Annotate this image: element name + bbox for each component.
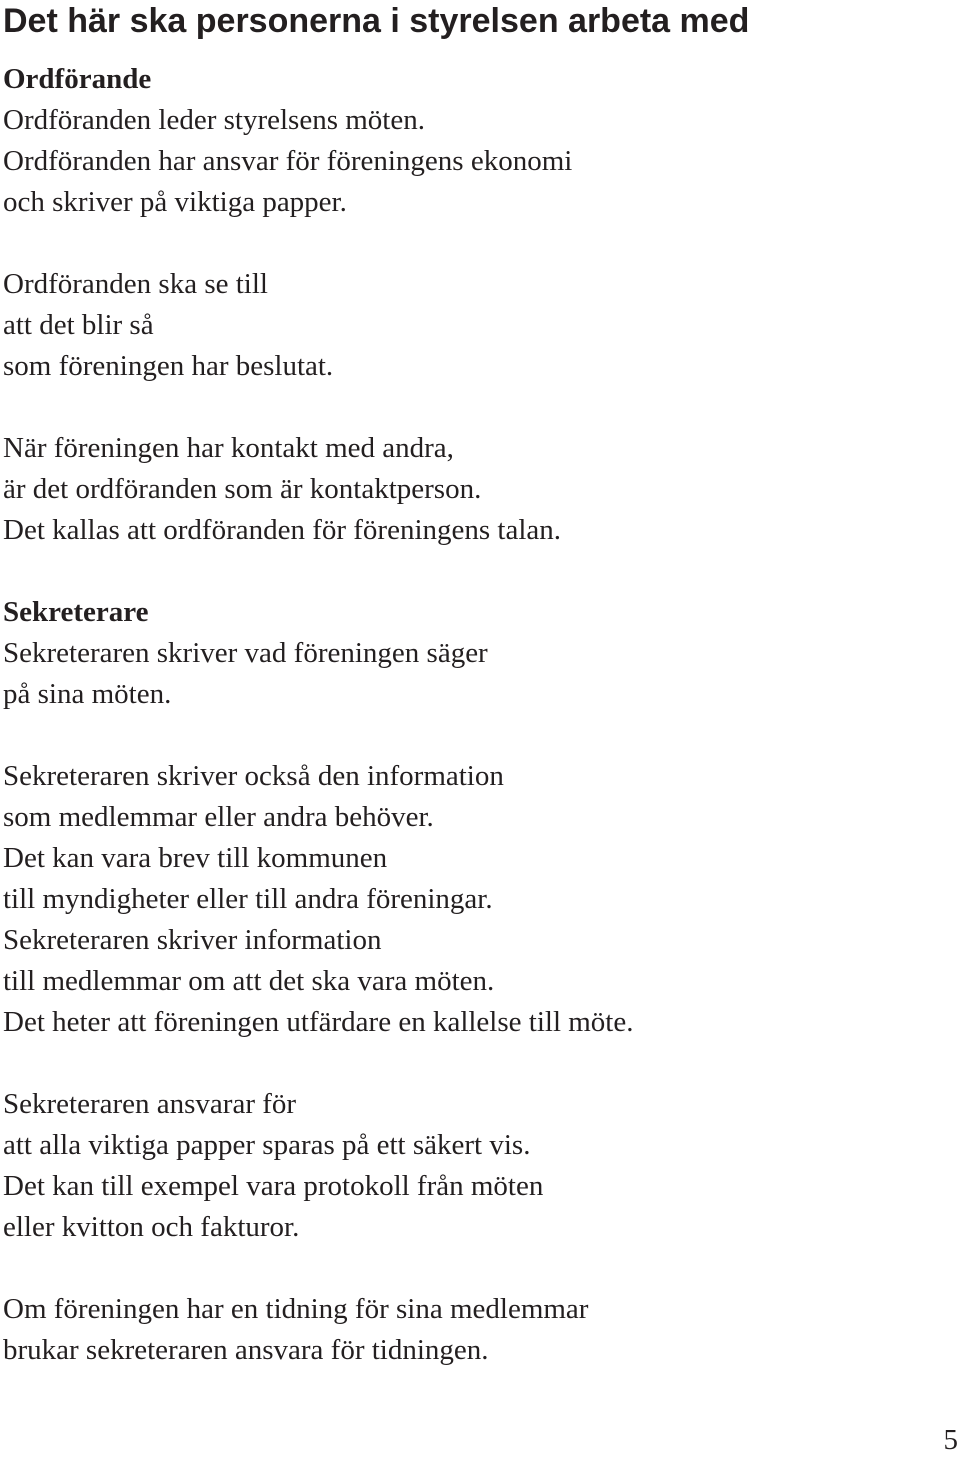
paragraph-sekreterare-3 bbox=[3, 1084, 953, 1248]
paragraph-ordforande-2 bbox=[3, 264, 953, 387]
paragraph-sekreterare-1 bbox=[3, 633, 953, 715]
text-line: till myndigheter eller till andra föreningar. bbox=[3, 883, 493, 915]
text-line: att det blir så bbox=[3, 309, 154, 341]
text-line: Om föreningen har en tidning för sina medlemmar bbox=[3, 1293, 589, 1325]
page-title: Det här ska personerna i styrelsen arbeta med bbox=[3, 2, 750, 40]
text-line: Sekreteraren skriver också den information bbox=[3, 760, 504, 792]
section-heading-sekreterare: Sekreterare bbox=[3, 596, 149, 628]
text-line: till medlemmar om att det ska vara möten. bbox=[3, 965, 495, 997]
text-line: Det kallas att ordföranden för föreningens talan. bbox=[3, 514, 562, 546]
text-line: När föreningen har kontakt med andra, bbox=[3, 432, 454, 464]
paragraph-ordforande-3 bbox=[3, 428, 953, 551]
text-line: brukar sekreteraren ansvara för tidningen. bbox=[3, 1334, 489, 1366]
text-line: som medlemmar eller andra behöver. bbox=[3, 801, 434, 833]
text-line: på sina möten. bbox=[3, 678, 172, 710]
text-line: Sekreteraren skriver information bbox=[3, 924, 382, 956]
text-line: och skriver på viktiga papper. bbox=[3, 186, 347, 218]
paragraph-ordforande-1 bbox=[3, 100, 953, 223]
text-line: Det heter att föreningen utfärdare en kallelse till möte. bbox=[3, 1006, 634, 1038]
text-line: att alla viktiga papper sparas på ett säkert vis. bbox=[3, 1129, 531, 1161]
paragraph-sekreterare-2 bbox=[3, 756, 953, 1043]
text-line: Sekreteraren skriver vad föreningen säger bbox=[3, 637, 488, 669]
text-line: Ordföranden har ansvar för föreningens ekonomi bbox=[3, 145, 573, 177]
page-number: 5 bbox=[943, 1424, 958, 1456]
text-line: är det ordföranden som är kontaktperson. bbox=[3, 473, 482, 505]
text-line: som föreningen har beslutat. bbox=[3, 350, 334, 382]
text-line: eller kvitton och fakturor. bbox=[3, 1211, 300, 1243]
text-line: Ordföranden leder styrelsens möten. bbox=[3, 104, 425, 136]
section-heading-ordforande: Ordförande bbox=[3, 63, 152, 95]
paragraph-sekreterare-4 bbox=[3, 1289, 953, 1371]
text-line: Det kan till exempel vara protokoll från möten bbox=[3, 1170, 544, 1202]
text-line: Det kan vara brev till kommunen bbox=[3, 842, 388, 874]
document-page bbox=[3, 0, 953, 1371]
text-line: Ordföranden ska se till bbox=[3, 268, 268, 300]
text-line: Sekreteraren ansvarar för bbox=[3, 1088, 297, 1120]
